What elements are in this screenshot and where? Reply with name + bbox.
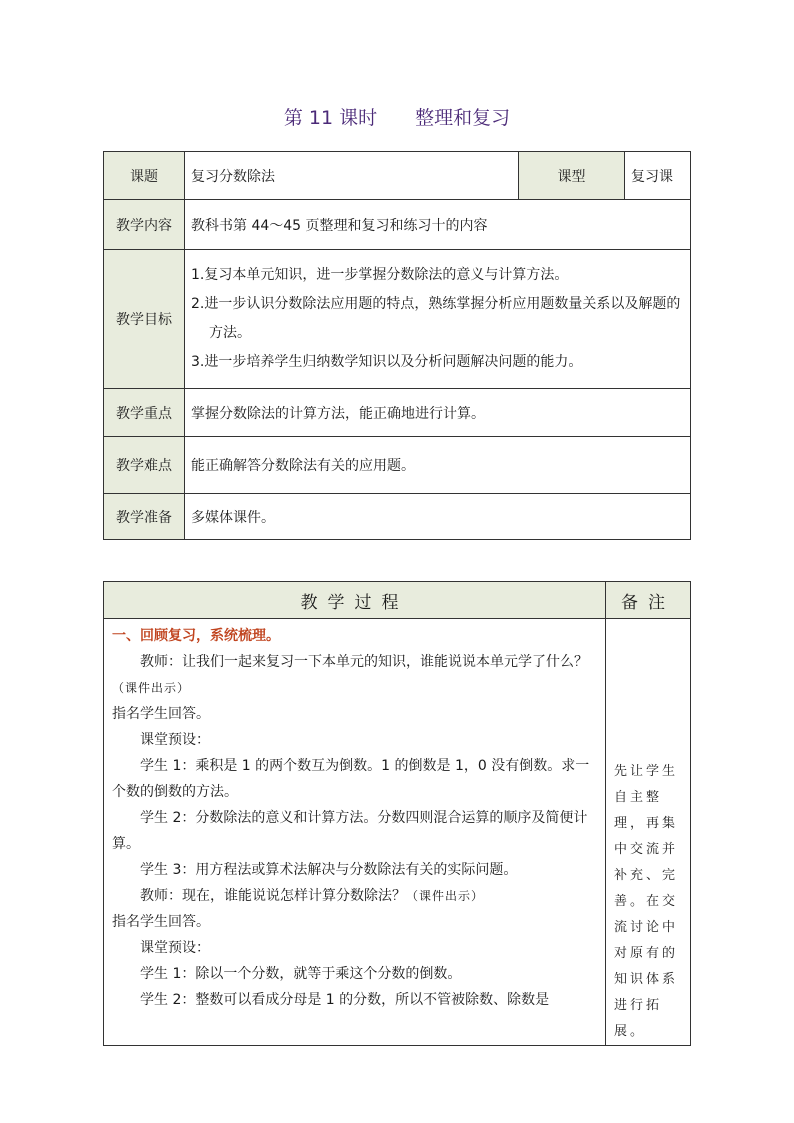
- objective-item: 1.复习本单元知识，进一步掌握分数除法的意义与计算方法。: [191, 267, 569, 283]
- paragraph: 教师：让我们一起来复习一下本单元的知识，谁能说说本单元学了什么？（课件出示）: [112, 654, 588, 695]
- prep-label: 教学准备: [104, 494, 185, 540]
- paragraph: 学生 2：分数除法的意义和计算方法。分数四则混合运算的顺序及简便计算。: [112, 810, 588, 852]
- difficulty-label: 教学难点: [104, 437, 185, 494]
- paragraph: 教师：现在，谁能说说怎样计算分数除法？（课件出示）: [140, 888, 485, 904]
- difficulty-value: 能正确解答分数除法有关的应用题。: [185, 437, 691, 494]
- paragraph: 指名学生回答。: [112, 914, 210, 930]
- page-title: [0, 104, 794, 132]
- lesson-info-table: [103, 151, 691, 540]
- courseware-note: （课件出示）: [406, 889, 485, 903]
- paragraph: 学生 3：用方程法或算术法解决与分数除法有关的实际问题。: [140, 862, 518, 878]
- courseware-note: （课件出示）: [112, 681, 191, 695]
- paragraph: 课堂预设：: [140, 940, 210, 956]
- paragraph: 学生 1：除以一个分数，就等于乘这个分数的倒数。: [140, 966, 462, 982]
- process-body: [104, 619, 606, 1046]
- paragraph: 学生 2：整数可以看成分母是 1 的分数，所以不管被除数、除数是: [140, 992, 550, 1008]
- paragraph: 课堂预设：: [140, 732, 210, 748]
- focus-label: 教学重点: [104, 389, 185, 437]
- content-value: 教科书第 44～45 页整理和复习和练习十的内容: [185, 200, 691, 250]
- content-label: 教学内容: [104, 200, 185, 250]
- paragraph: 学生 1：乘积是 1 的两个数互为倒数。1 的倒数是 1，0 没有倒数。求一个数的倒数的方法。: [112, 758, 590, 800]
- paragraph: 指名学生回答。: [112, 706, 210, 722]
- lesson-topic: 整理和复习: [415, 107, 511, 129]
- lesson-number: 第 11 课时: [283, 107, 378, 129]
- remark-header: 备注: [606, 582, 691, 619]
- remark-text: 先让学生自主整理，再集中交流并补充、完善。在交流讨论中对原有的知识体系进行拓展。: [606, 619, 691, 1046]
- objectives-list: [185, 250, 691, 389]
- subject-label: 课题: [104, 152, 185, 200]
- focus-value: 掌握分数除法的计算方法，能正确地进行计算。: [185, 389, 691, 437]
- process-header: 教学过程: [104, 582, 606, 619]
- type-label: 课型: [519, 152, 625, 200]
- objective-item: 3.进一步培养学生归纳数学知识以及分析问题解决问题的能力。: [191, 354, 583, 370]
- section-heading: 一、回顾复习，系统梳理。: [112, 628, 280, 644]
- objectives-label: 教学目标: [104, 250, 185, 389]
- prep-value: 多媒体课件。: [185, 494, 691, 540]
- subject-value: 复习分数除法: [185, 152, 519, 200]
- type-value: 复习课: [625, 152, 691, 200]
- objective-item: 2.进一步认识分数除法应用题的特点，熟练掌握分析应用题数量关系以及解题的方法。: [191, 296, 681, 341]
- teaching-process-table: [103, 581, 691, 1046]
